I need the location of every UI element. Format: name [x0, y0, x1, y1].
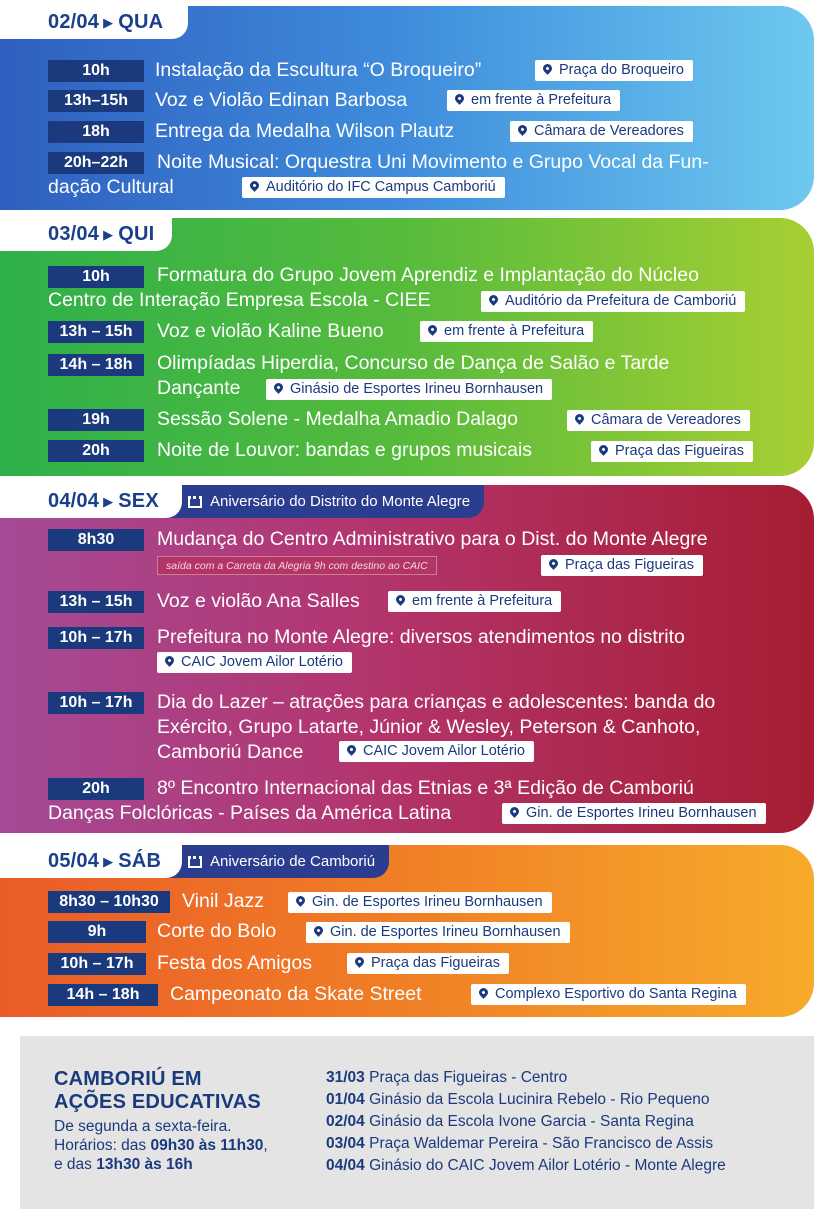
- location-tag: em frente à Prefeitura: [420, 321, 593, 342]
- event-time: 20h: [48, 440, 144, 462]
- day-weekday: SÁB: [118, 850, 162, 872]
- map-pin-icon: [597, 443, 610, 456]
- event-time: 10h – 17h: [48, 627, 144, 649]
- footer-text: De segunda a sexta-feira.: [54, 1118, 232, 1135]
- map-pin-icon: [477, 986, 490, 999]
- map-pin-icon: [163, 654, 176, 667]
- map-pin-icon: [312, 924, 325, 937]
- event-title-cont: dação Cultural: [48, 176, 174, 198]
- day-date: 03/04: [48, 223, 100, 245]
- map-pin-icon: [547, 557, 560, 570]
- location-tag: Complexo Esportivo do Santa Regina: [471, 984, 746, 1005]
- location-tag: Auditório da Prefeitura de Camboriú: [481, 291, 745, 312]
- location-tag: Gin. de Esportes Irineu Bornhausen: [288, 892, 552, 913]
- event-time: 10h – 17h: [48, 953, 146, 975]
- location-tag: Praça das Figueiras: [541, 555, 703, 576]
- day-header: [0, 845, 182, 878]
- map-pin-icon: [248, 179, 261, 192]
- location-tag: Câmara de Vereadores: [567, 410, 750, 431]
- educational-actions-box: [20, 1036, 814, 1209]
- map-pin-icon: [516, 123, 529, 136]
- location-tag: Câmara de Vereadores: [510, 121, 693, 142]
- event-title-cont: Dançante: [157, 377, 241, 399]
- event-time: 10h: [48, 266, 144, 288]
- day-header: [0, 6, 188, 39]
- schedule-item: 02/04 Ginásio da Escola Ivone Garcia - Santa Regina: [326, 1113, 694, 1130]
- map-pin-icon: [394, 593, 407, 606]
- location-tag: Gin. de Esportes Irineu Bornhausen: [306, 922, 570, 943]
- event-time: 8h30: [48, 529, 144, 551]
- event-title: Vinil Jazz: [182, 890, 265, 912]
- footer-title: AÇÕES EDUCATIVAS: [54, 1091, 261, 1113]
- day-weekday: SEX: [118, 490, 159, 512]
- footer-hours: Horários: das 09h30 às 11h30,: [54, 1137, 268, 1154]
- location-tag: Ginásio de Esportes Irineu Bornhausen: [266, 379, 552, 400]
- event-title-cont: Camboriú Dance: [157, 741, 304, 763]
- location-tag: em frente à Prefeitura: [388, 591, 561, 612]
- schedule-item: 31/03 Praça das Figueiras - Centro: [326, 1069, 568, 1086]
- event-title: Mudança do Centro Administrativo para o Dist. do Monte Alegre: [157, 528, 708, 550]
- schedule-item: 01/04 Ginásio da Escola Lucinira Rebelo - Rio Pequeno: [326, 1091, 710, 1108]
- event-time: 13h – 15h: [48, 591, 144, 613]
- event-time: 18h: [48, 121, 144, 143]
- event-time: 13h – 15h: [48, 321, 144, 343]
- anniversary-badge: Aniversário do Distrito do Monte Alegre: [158, 485, 484, 518]
- event-time: 8h30 – 10h30: [48, 891, 170, 913]
- map-pin-icon: [541, 62, 554, 75]
- event-title: Dia do Lazer – atrações para crianças e adolescentes: banda do: [157, 691, 716, 713]
- event-time: 13h–15h: [48, 90, 144, 112]
- location-tag: Praça das Figueiras: [347, 953, 509, 974]
- event-title-cont: Centro de Interação Empresa Escola - CIEE: [48, 289, 431, 311]
- cake-icon: [188, 856, 202, 868]
- event-time: 14h – 18h: [48, 354, 144, 376]
- map-pin-icon: [272, 381, 285, 394]
- event-title: Instalação da Escultura “O Broqueiro”: [155, 59, 482, 81]
- event-title: Prefeitura no Monte Alegre: diversos atendimentos no distrito: [157, 626, 685, 648]
- day-date: 05/04: [48, 850, 100, 872]
- day-section-saturday: [0, 845, 814, 1017]
- event-title: Corte do Bolo: [157, 920, 277, 942]
- event-title: Voz e violão Kaline Bueno: [157, 320, 384, 342]
- event-title: Festa dos Amigos: [157, 952, 312, 974]
- location-tag: CAIC Jovem Ailor Lotério: [339, 741, 534, 762]
- location-tag: em frente à Prefeitura: [447, 90, 620, 111]
- day-section-wednesday: [0, 6, 814, 210]
- map-pin-icon: [426, 323, 439, 336]
- event-title: Entrega da Medalha Wilson Plautz: [155, 120, 455, 142]
- schedule-item: 03/04 Praça Waldemar Pereira - São Francisco de Assis: [326, 1135, 714, 1152]
- location-tag: CAIC Jovem Ailor Lotério: [157, 652, 352, 673]
- event-time: 9h: [48, 921, 146, 943]
- event-title: Voz e Violão Edinan Barbosa: [155, 89, 408, 111]
- location-tag: Auditório do IFC Campus Camboriú: [242, 177, 505, 198]
- event-title: Sessão Solene - Medalha Amadio Dalago: [157, 408, 518, 430]
- event-title-cont: Danças Folclóricas - Países da América Latina: [48, 802, 452, 824]
- chevron-right-icon: ▶: [103, 493, 114, 509]
- location-tag: Gin. de Esportes Irineu Bornhausen: [502, 803, 766, 824]
- chevron-right-icon: ▶: [103, 14, 114, 30]
- map-pin-icon: [294, 894, 307, 907]
- event-title-cont: Exército, Grupo Latarte, Júnior & Wesley, Peterson & Canhoto,: [157, 716, 701, 738]
- map-pin-icon: [345, 743, 358, 756]
- event-time: 10h: [48, 60, 144, 82]
- map-pin-icon: [573, 412, 586, 425]
- event-title: Formatura do Grupo Jovem Aprendiz e Implantação do Núcleo: [157, 264, 699, 286]
- map-pin-icon: [353, 955, 366, 968]
- day-date: 02/04: [48, 11, 100, 33]
- event-time: 20h: [48, 778, 144, 800]
- location-tag: Praça do Broqueiro: [535, 60, 693, 81]
- cake-icon: [188, 496, 202, 508]
- schedule-item: 04/04 Ginásio do CAIC Jovem Ailor Lotério - Monte Alegre: [326, 1157, 726, 1174]
- event-time: 10h – 17h: [48, 692, 144, 714]
- day-weekday: QUI: [118, 223, 155, 245]
- event-title: 8º Encontro Internacional das Etnias e 3ª Edição de Camboriú: [157, 777, 694, 799]
- event-time: 20h–22h: [48, 152, 144, 174]
- day-section-friday: [0, 485, 814, 833]
- event-time: 19h: [48, 409, 144, 431]
- day-header: [0, 485, 182, 518]
- event-time: 14h – 18h: [48, 984, 158, 1006]
- footer-hours: e das 13h30 às 16h: [54, 1156, 193, 1173]
- location-tag: Praça das Figueiras: [591, 441, 753, 462]
- footer-title: CAMBORIÚ EM: [54, 1068, 202, 1090]
- event-title: Olimpíadas Hiperdia, Concurso de Dança de Salão e Tarde: [157, 352, 670, 374]
- event-title: Campeonato da Skate Street: [170, 983, 422, 1005]
- map-pin-icon: [487, 293, 500, 306]
- chevron-right-icon: ▶: [103, 853, 114, 869]
- anniversary-badge: Aniversário de Camboriú: [158, 845, 389, 878]
- day-date: 04/04: [48, 490, 100, 512]
- map-pin-icon: [508, 805, 521, 818]
- day-header: [0, 218, 172, 251]
- event-title: Noite Musical: Orquestra Uni Movimento e Grupo Vocal da Fun-: [157, 151, 709, 173]
- event-note: saída com a Carreta da Alegria 9h com destino ao CAIC: [157, 556, 437, 575]
- day-section-thursday: [0, 218, 814, 476]
- event-title: Noite de Louvor: bandas e grupos musicais: [157, 439, 533, 461]
- event-title: Voz e violão Ana Salles: [157, 590, 360, 612]
- day-weekday: QUA: [118, 11, 164, 33]
- map-pin-icon: [453, 92, 466, 105]
- chevron-right-icon: ▶: [103, 226, 114, 242]
